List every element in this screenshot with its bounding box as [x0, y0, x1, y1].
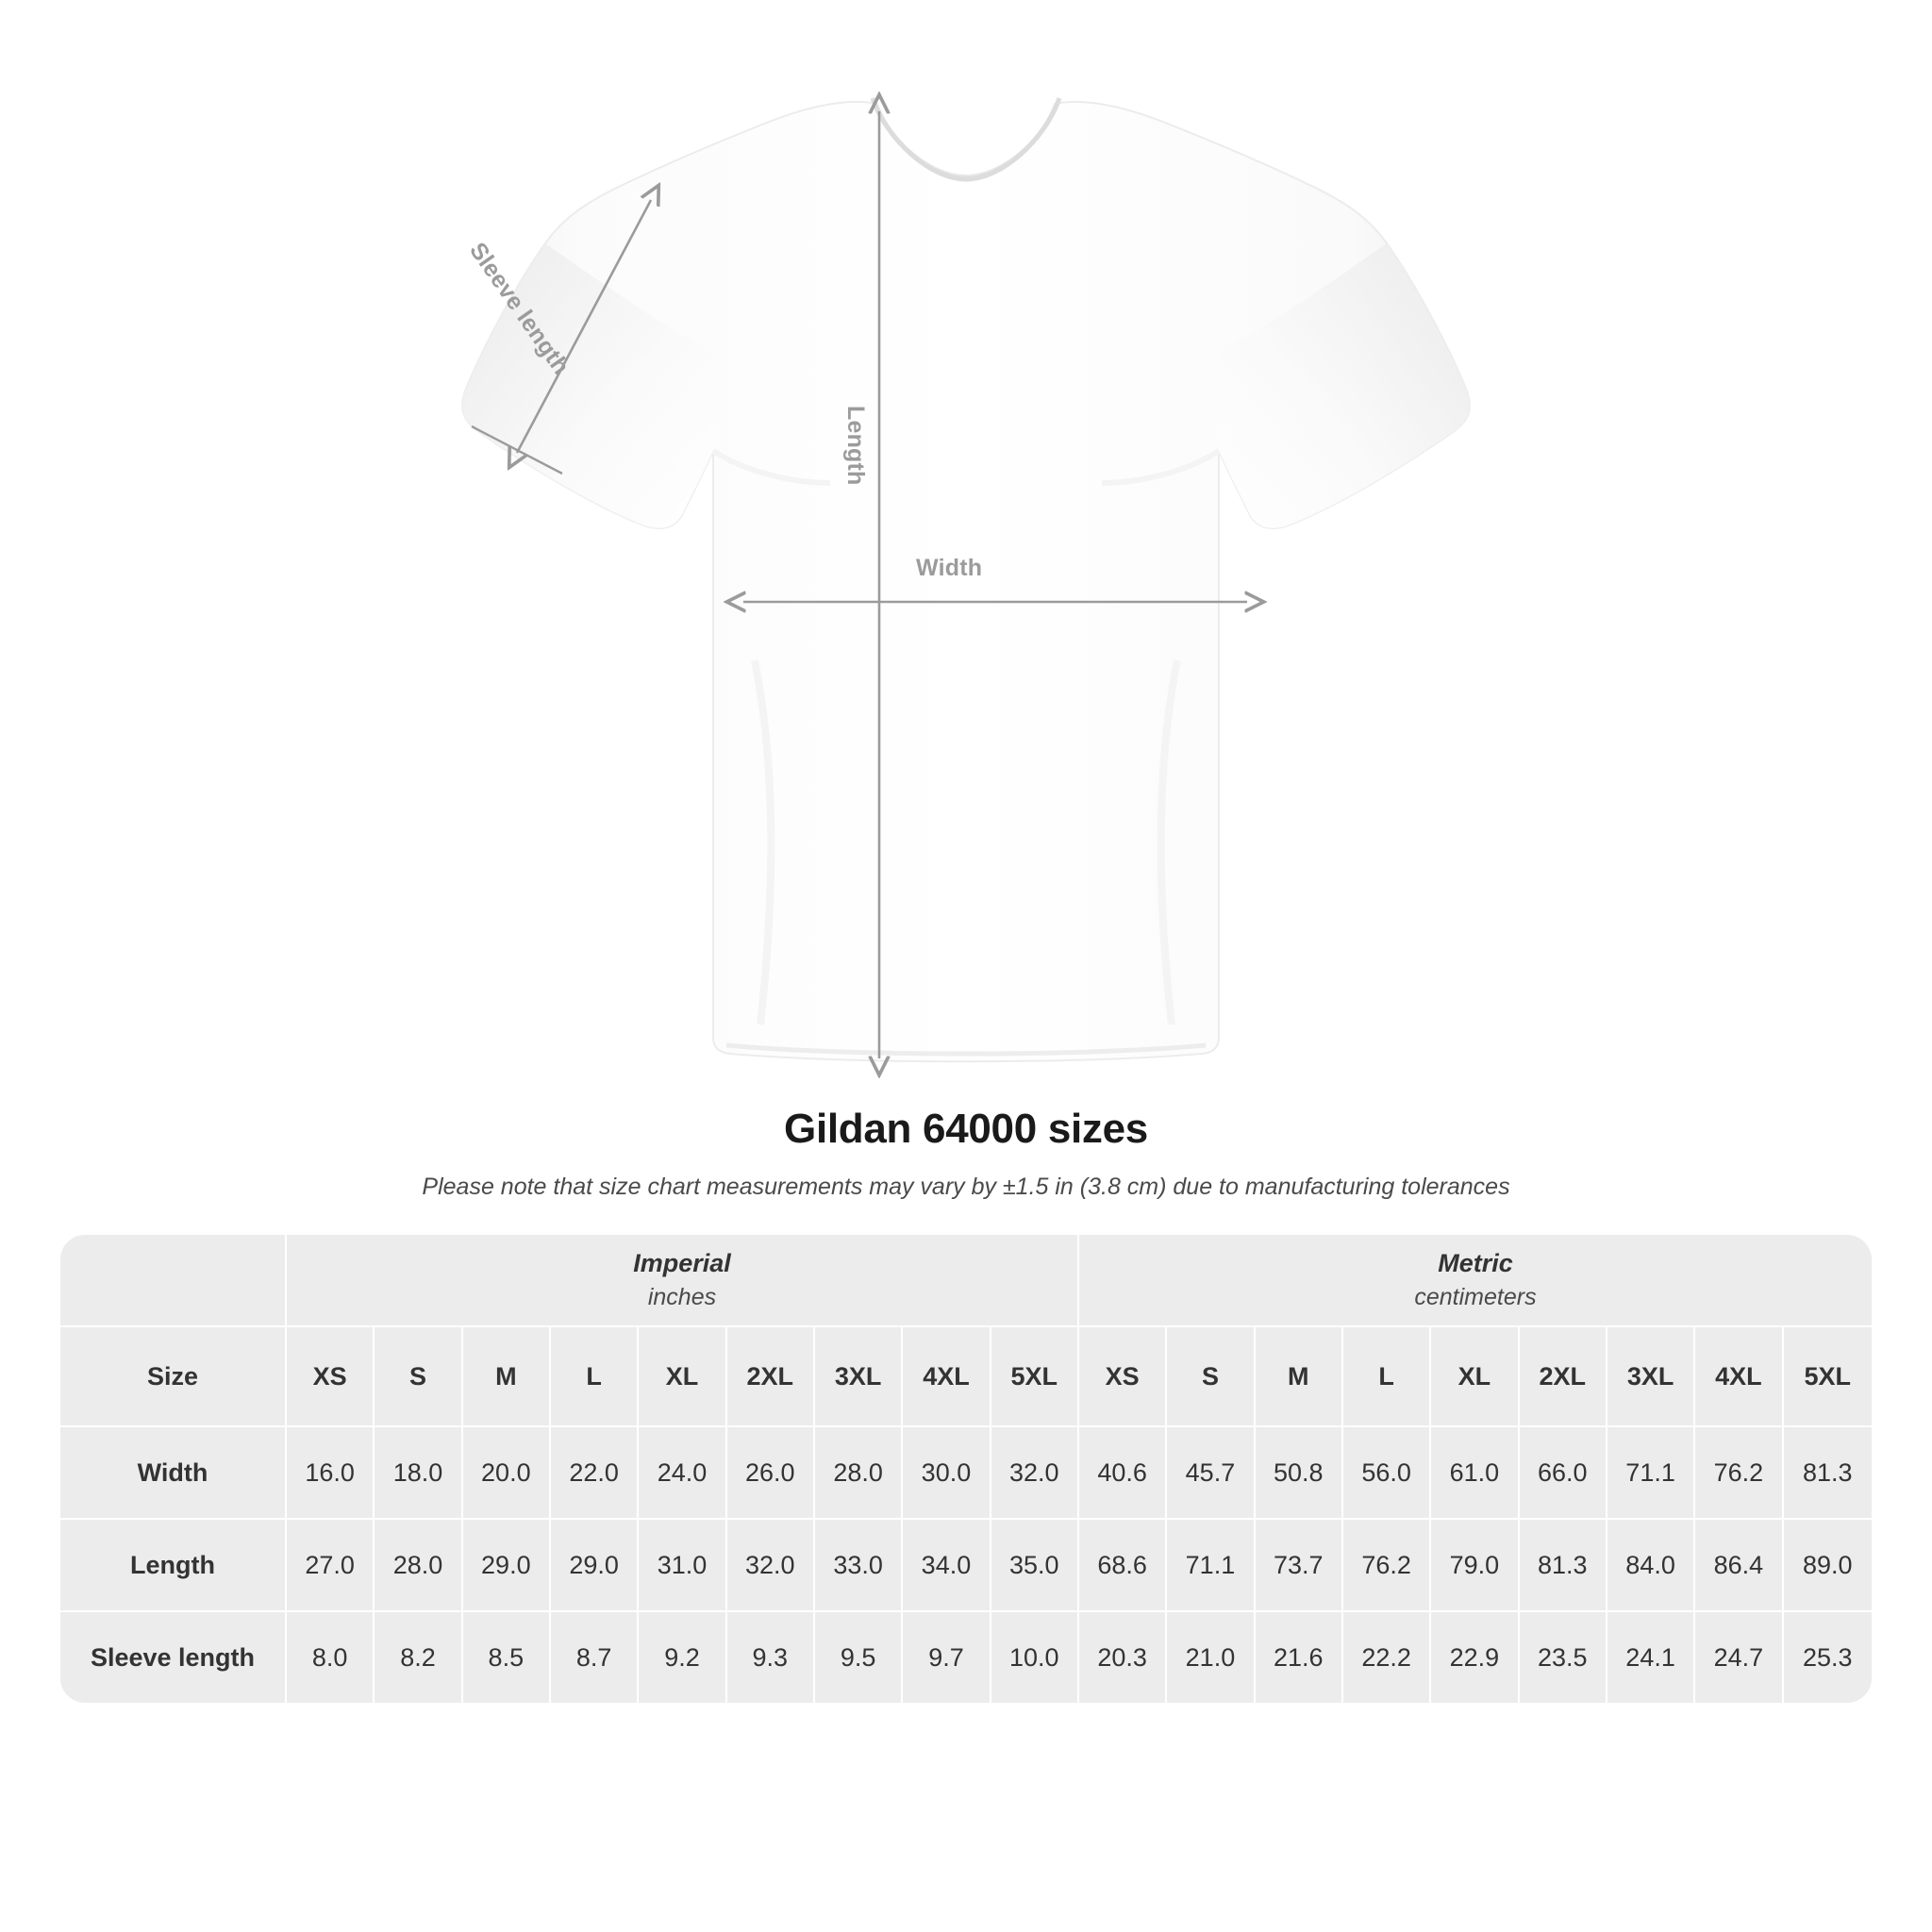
width-3xl-in: 28.0: [815, 1427, 903, 1520]
length-xs-in: 27.0: [287, 1520, 375, 1612]
width-5xl-cm: 81.3: [1784, 1427, 1872, 1520]
row-label-sleeve-length: Sleeve length: [60, 1612, 287, 1703]
length-label: Length: [842, 406, 869, 486]
width-s-in: 18.0: [375, 1427, 462, 1520]
width-label: Width: [916, 555, 983, 581]
size-col-17: 5XL: [1784, 1327, 1872, 1427]
size-col-16: 4XL: [1695, 1327, 1783, 1427]
length-m-cm: 73.7: [1256, 1520, 1343, 1612]
units-row: [60, 1235, 1872, 1327]
unit-name-metric: Metric: [1438, 1249, 1513, 1278]
width-xl-in: 24.0: [639, 1427, 726, 1520]
size-col-15: 3XL: [1607, 1327, 1695, 1427]
width-2xl-in: 26.0: [727, 1427, 815, 1520]
length-5xl-cm: 89.0: [1784, 1520, 1872, 1612]
size-col-12: L: [1343, 1327, 1431, 1427]
size-header-label: Size: [60, 1327, 287, 1427]
sleeve-s-cm: 21.0: [1167, 1612, 1255, 1703]
sleeve-4xl-in: 9.7: [903, 1612, 991, 1703]
sleeve-l-cm: 22.2: [1343, 1612, 1431, 1703]
table-row: [60, 1427, 1872, 1520]
sleeve-xs-cm: 20.3: [1079, 1612, 1167, 1703]
length-3xl-cm: 84.0: [1607, 1520, 1695, 1612]
row-label-width: Width: [60, 1427, 287, 1520]
unit-name-imperial: Imperial: [633, 1249, 731, 1278]
length-4xl-cm: 86.4: [1695, 1520, 1783, 1612]
length-5xl-in: 35.0: [991, 1520, 1079, 1612]
size-col-13: XL: [1431, 1327, 1519, 1427]
sleeve-5xl-cm: 25.3: [1784, 1612, 1872, 1703]
length-3xl-in: 33.0: [815, 1520, 903, 1612]
length-l-cm: 76.2: [1343, 1520, 1431, 1612]
table-row: [60, 1612, 1872, 1703]
length-l-in: 29.0: [551, 1520, 639, 1612]
sleeve-xl-in: 9.2: [639, 1612, 726, 1703]
size-col-1: S: [375, 1327, 462, 1427]
width-4xl-cm: 76.2: [1695, 1427, 1783, 1520]
width-3xl-cm: 71.1: [1607, 1427, 1695, 1520]
length-xl-in: 31.0: [639, 1520, 726, 1612]
width-4xl-in: 30.0: [903, 1427, 991, 1520]
sleeve-2xl-in: 9.3: [727, 1612, 815, 1703]
size-col-7: 4XL: [903, 1327, 991, 1427]
unit-sub-imperial: inches: [647, 1284, 717, 1311]
width-xl-cm: 61.0: [1431, 1427, 1519, 1520]
measurement-note: Please note that size chart measurements may vary by ±1.5 in (3.8 cm) due to manufacturing tolerances: [422, 1174, 1510, 1200]
unit-sub-metric: centimeters: [1414, 1284, 1537, 1311]
size-col-8: 5XL: [991, 1327, 1079, 1427]
sleeve-m-in: 8.5: [463, 1612, 551, 1703]
length-s-in: 28.0: [375, 1520, 462, 1612]
size-col-14: 2XL: [1520, 1327, 1607, 1427]
length-s-cm: 71.1: [1167, 1520, 1255, 1612]
width-xs-in: 16.0: [287, 1427, 375, 1520]
unit-header-metric: [1079, 1235, 1872, 1327]
size-col-0: XS: [287, 1327, 375, 1427]
size-header-row: [60, 1327, 1872, 1427]
width-5xl-in: 32.0: [991, 1427, 1079, 1520]
units-row-spacer: [60, 1235, 287, 1327]
title-block: [0, 1106, 1932, 1201]
size-col-5: 2XL: [727, 1327, 815, 1427]
width-l-cm: 56.0: [1343, 1427, 1431, 1520]
width-l-in: 22.0: [551, 1427, 639, 1520]
sleeve-4xl-cm: 24.7: [1695, 1612, 1783, 1703]
size-col-9: XS: [1079, 1327, 1167, 1427]
size-table-wrapper: [60, 1235, 1872, 1703]
row-label-length: Length: [60, 1520, 287, 1612]
size-col-11: M: [1256, 1327, 1343, 1427]
sleeve-3xl-in: 9.5: [815, 1612, 903, 1703]
size-col-6: 3XL: [815, 1327, 903, 1427]
sleeve-xl-cm: 22.9: [1431, 1612, 1519, 1703]
sleeve-5xl-in: 10.0: [991, 1612, 1079, 1703]
length-xl-cm: 79.0: [1431, 1520, 1519, 1612]
size-col-4: XL: [639, 1327, 726, 1427]
sleeve-length-label: Sleeve length: [464, 238, 575, 380]
length-m-in: 29.0: [463, 1520, 551, 1612]
sleeve-2xl-cm: 23.5: [1520, 1612, 1607, 1703]
width-s-cm: 45.7: [1167, 1427, 1255, 1520]
table-row: [60, 1520, 1872, 1612]
length-2xl-in: 32.0: [727, 1520, 815, 1612]
length-4xl-in: 34.0: [903, 1520, 991, 1612]
page-title: Gildan 64000 sizes: [784, 1106, 1148, 1152]
sleeve-s-in: 8.2: [375, 1612, 462, 1703]
width-xs-cm: 40.6: [1079, 1427, 1167, 1520]
sleeve-xs-in: 8.0: [287, 1612, 375, 1703]
size-col-2: M: [463, 1327, 551, 1427]
sleeve-l-in: 8.7: [551, 1612, 639, 1703]
width-2xl-cm: 66.0: [1520, 1427, 1607, 1520]
width-m-in: 20.0: [463, 1427, 551, 1520]
size-col-3: L: [551, 1327, 639, 1427]
width-m-cm: 50.8: [1256, 1427, 1343, 1520]
size-col-10: S: [1167, 1327, 1255, 1427]
size-chart-table: [60, 1235, 1872, 1703]
sleeve-m-cm: 21.6: [1256, 1612, 1343, 1703]
sleeve-3xl-cm: 24.1: [1607, 1612, 1695, 1703]
length-xs-cm: 68.6: [1079, 1520, 1167, 1612]
length-2xl-cm: 81.3: [1520, 1520, 1607, 1612]
unit-header-imperial: [287, 1235, 1079, 1327]
